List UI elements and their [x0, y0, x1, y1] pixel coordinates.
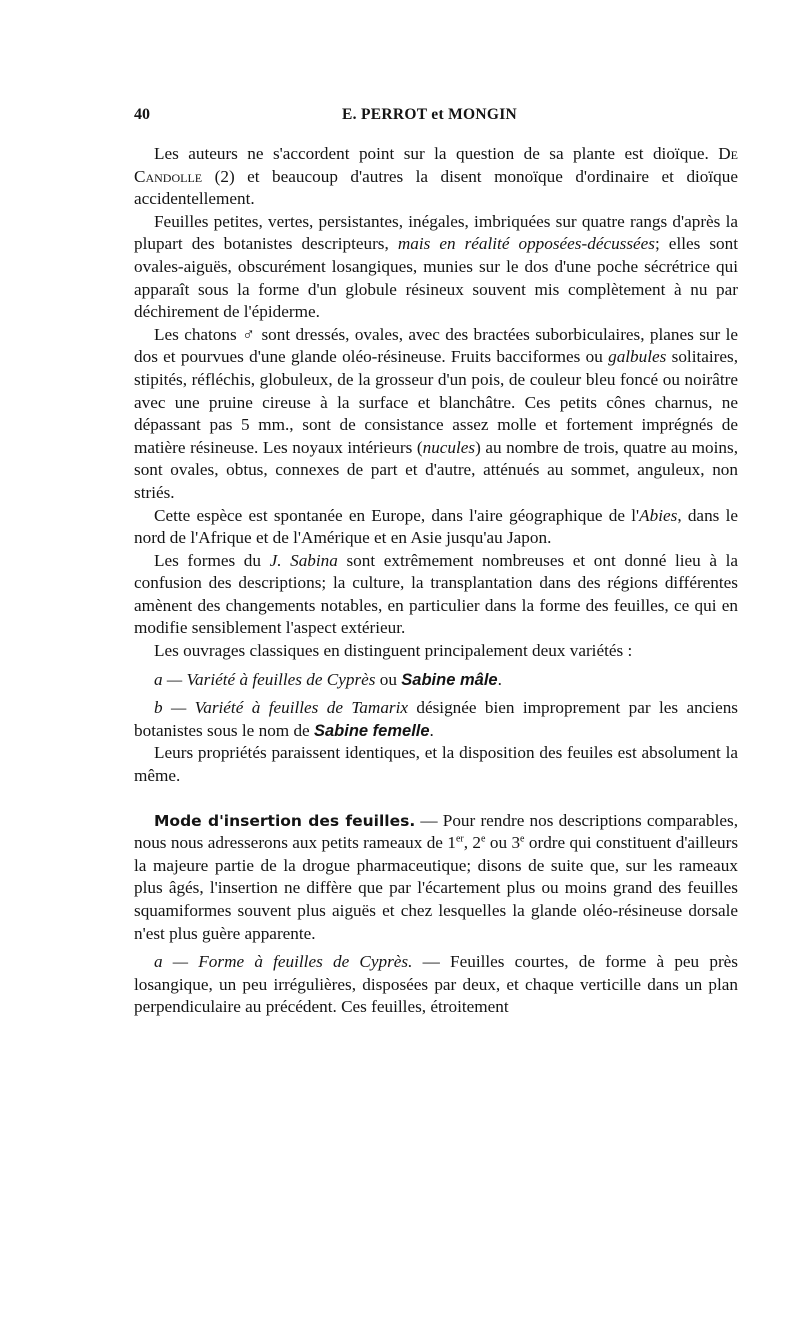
variety-name: Sabine femelle: [313, 721, 430, 740]
male-symbol: ♂: [242, 324, 257, 344]
page-header: [134, 106, 738, 130]
paragraph-1: Les auteurs ne s'accordent point sur la question de sa plante est dioïque. De Candolle (2) et beaucoup d'autres la disent monoïque d'ordinaire et dioïque accidentellement.: [134, 144, 738, 209]
variety-a: a — Variété à feuilles de Cyprès ou Sabine mâle.: [154, 669, 502, 689]
paragraph-2: Feuilles petites, vertes, persistantes, inégales, imbriquées sur quatre rangs d'après la plupart des botanistes descripteurs, mais en réalité opposées-décussées; elles sont ovales-aiguës, obscurément losangiques, munies sur le dos d'une poche sécrétrice qui apparaît sous la forme d'un globule résineux souvent mis complètement à nu par déchirement de l'épiderme.: [134, 211, 738, 322]
paragraph-9: Leurs propriétés paraissent identiques, et la disposition des feuiles est absolument la même.: [134, 743, 738, 786]
paragraph-4: Cette espèce est spontanée en Europe, dans l'aire géographique de l'Abies, dans le nord de l'Afrique et de l'Amérique et en Asie jusqu'au Japon.: [134, 505, 738, 548]
body-text: [134, 143, 738, 1019]
author-name: De Candolle: [134, 144, 738, 186]
section-heading: Mode d'insertion des feuilles.: [154, 811, 416, 830]
paragraph-10: Mode d'insertion des feuilles. — Pour rendre nos descriptions comparables, nous nous adresserons aux petits rameaux de 1er, 2e ou 3e ordre qui constituent d'ailleurs la majeure partie de la drogue pharmaceutique; disons de suite que, sur les rameaux plus âgés, l'insertion ne diffère que par l'écartement plus ou moins grand des feuilles squamiformes souvent plus aiguës et chez lesquelles la glande oléo-résineuse dorsale n'est plus guère apparente.: [134, 810, 739, 943]
paragraph-5: Les formes du J. Sabina sont extrêmement nombreuses et ont donné lieu à la confusion des descriptions; la culture, la transplantation dans des régions différentes amènent des changements notables, en particulier dans la forme des feuilles, ce qui en modifie sensiblement l'aspect extérieur.: [134, 550, 738, 638]
variety-b: b — Variété à feuilles de Tamarix désignée bien improprement par les anciens botanistes sous le nom de Sabine femelle.: [134, 698, 738, 740]
variety-name: Sabine mâle: [401, 670, 498, 689]
paragraph-11: a — Forme à feuilles de Cyprès. — Feuilles courtes, de forme à peu près losangique, un peu irrégulières, disposées par deux, et chaque verticille dans un plan perpendiculaire au précédent. Ces feuilles, étroitement: [134, 952, 738, 1017]
running-title: E. PERROT et MONGIN: [342, 106, 518, 123]
page-number: 40: [134, 106, 150, 123]
paragraph-6: Les ouvrages classiques en distinguent principalement deux variétés :: [154, 641, 633, 661]
paragraph-3: Les chatons ♂ sont dressés, ovales, avec des bractées suborbiculaires, planes sur le dos et pourvues d'une glande oléo-résineuse. Fruits bacciformes ou galbules solitaires, stipités, réfléchis, globuleux, de la grosseur d'un pois, de couleur bleu foncé ou noirâtre avec une pruine cireuse à la surface et blanchâtre. Ces petits cônes charnus, ne dépassant pas 5 mm., sont de consistance assez molle et fortement imprégnés de matière résineuse. Les noyaux intérieurs (nucules) au nombre de trois, quatre au moins, sont ovales, obtus, connexes de part et d'autre, atténués au sommet, anguleux, non striés.: [134, 324, 739, 502]
